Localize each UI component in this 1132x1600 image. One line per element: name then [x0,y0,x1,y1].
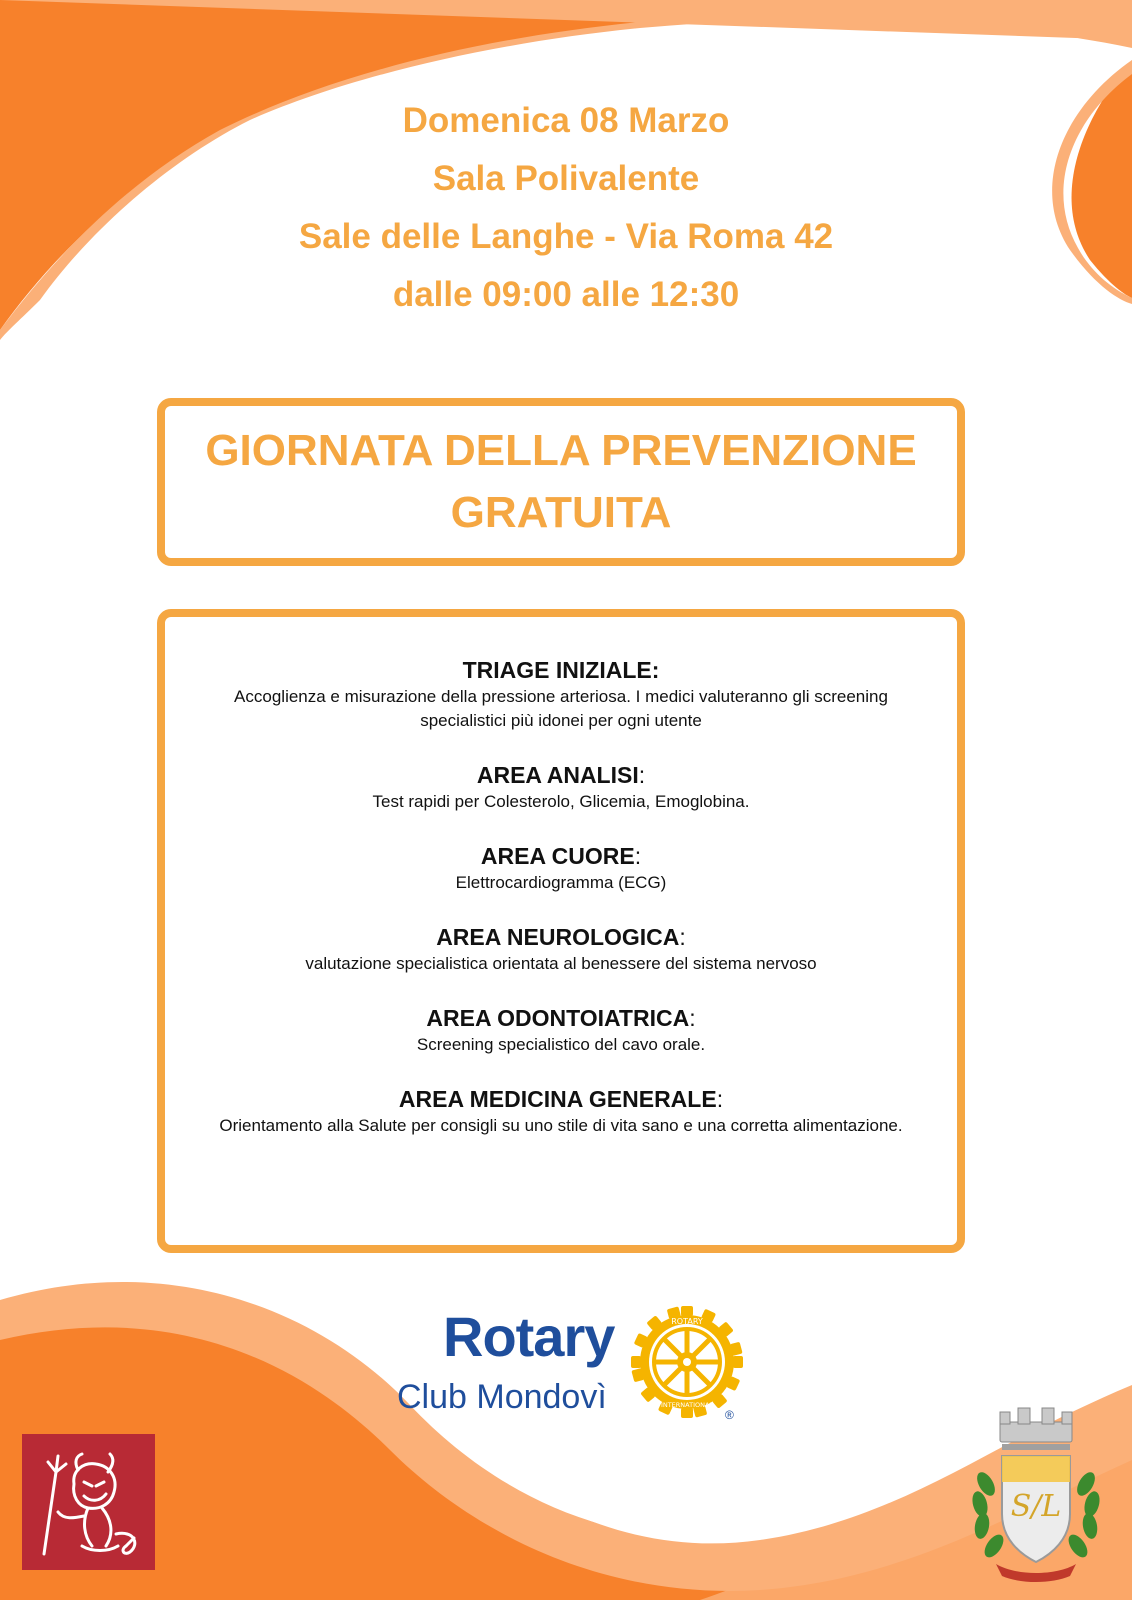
event-date: Domenica 08 Marzo [402,101,730,140]
town-crest-icon [966,1404,1106,1584]
area-item [165,841,957,895]
area-item [165,922,957,976]
area-title: TRIAGE INIZIALE: [462,657,660,683]
event-time: dalle 09:00 alle 12:30 [392,275,740,314]
title-line-1: GIORNATA DELLA PREVENZIONE [205,426,917,475]
areas-box [157,609,965,1253]
wheel-text-bottom: INTERNATIONAL [660,1401,714,1409]
area-description: Screening specialistico del cavo orale. [416,1035,706,1054]
area-item [165,1084,957,1138]
area-description: Accoglienza e misurazione della pressione arteriosa. I medici valuteranno gli screening specialistici più idonei per ogni utente [234,687,888,730]
devil-mascot-icon [22,1434,155,1570]
wheel-text-top: ROTARY [671,1317,703,1326]
club-name: Club Mondovì [397,1378,607,1416]
crest-letters: S/L [1010,1489,1062,1524]
rotary-wheel-icon [631,1306,743,1418]
rotary-logo [395,1304,755,1434]
title-box [157,398,965,566]
area-item [165,760,957,814]
area-title: AREA CUORE: [480,843,642,869]
event-details [0,92,1132,324]
area-title: AREA ANALISI: [476,762,646,788]
event-address: Sale delle Langhe - Via Roma 42 [298,217,834,256]
area-description: Orientamento alla Salute per consigli su uno stile di vita sano e una corretta alimentazione. [219,1116,903,1135]
area-title: AREA ODONTOIATRICA: [426,1005,696,1031]
title-line-2: GRATUITA [450,488,672,537]
rotary-wordmark: Rotary [443,1305,615,1368]
registered-mark: ® [725,1408,734,1422]
area-item [165,655,957,733]
area-description: Test rapidi per Colesterolo, Glicemia, Emoglobina. [372,792,750,811]
area-title: AREA NEUROLOGICA: [436,924,686,950]
event-venue: Sala Polivalente [432,159,700,198]
area-description: valutazione specialistica orientata al benessere del sistema nervoso [305,954,817,973]
area-title: AREA MEDICINA GENERALE: [398,1086,724,1112]
area-description: Elettrocardiogramma (ECG) [455,873,667,892]
area-item [165,1003,957,1057]
